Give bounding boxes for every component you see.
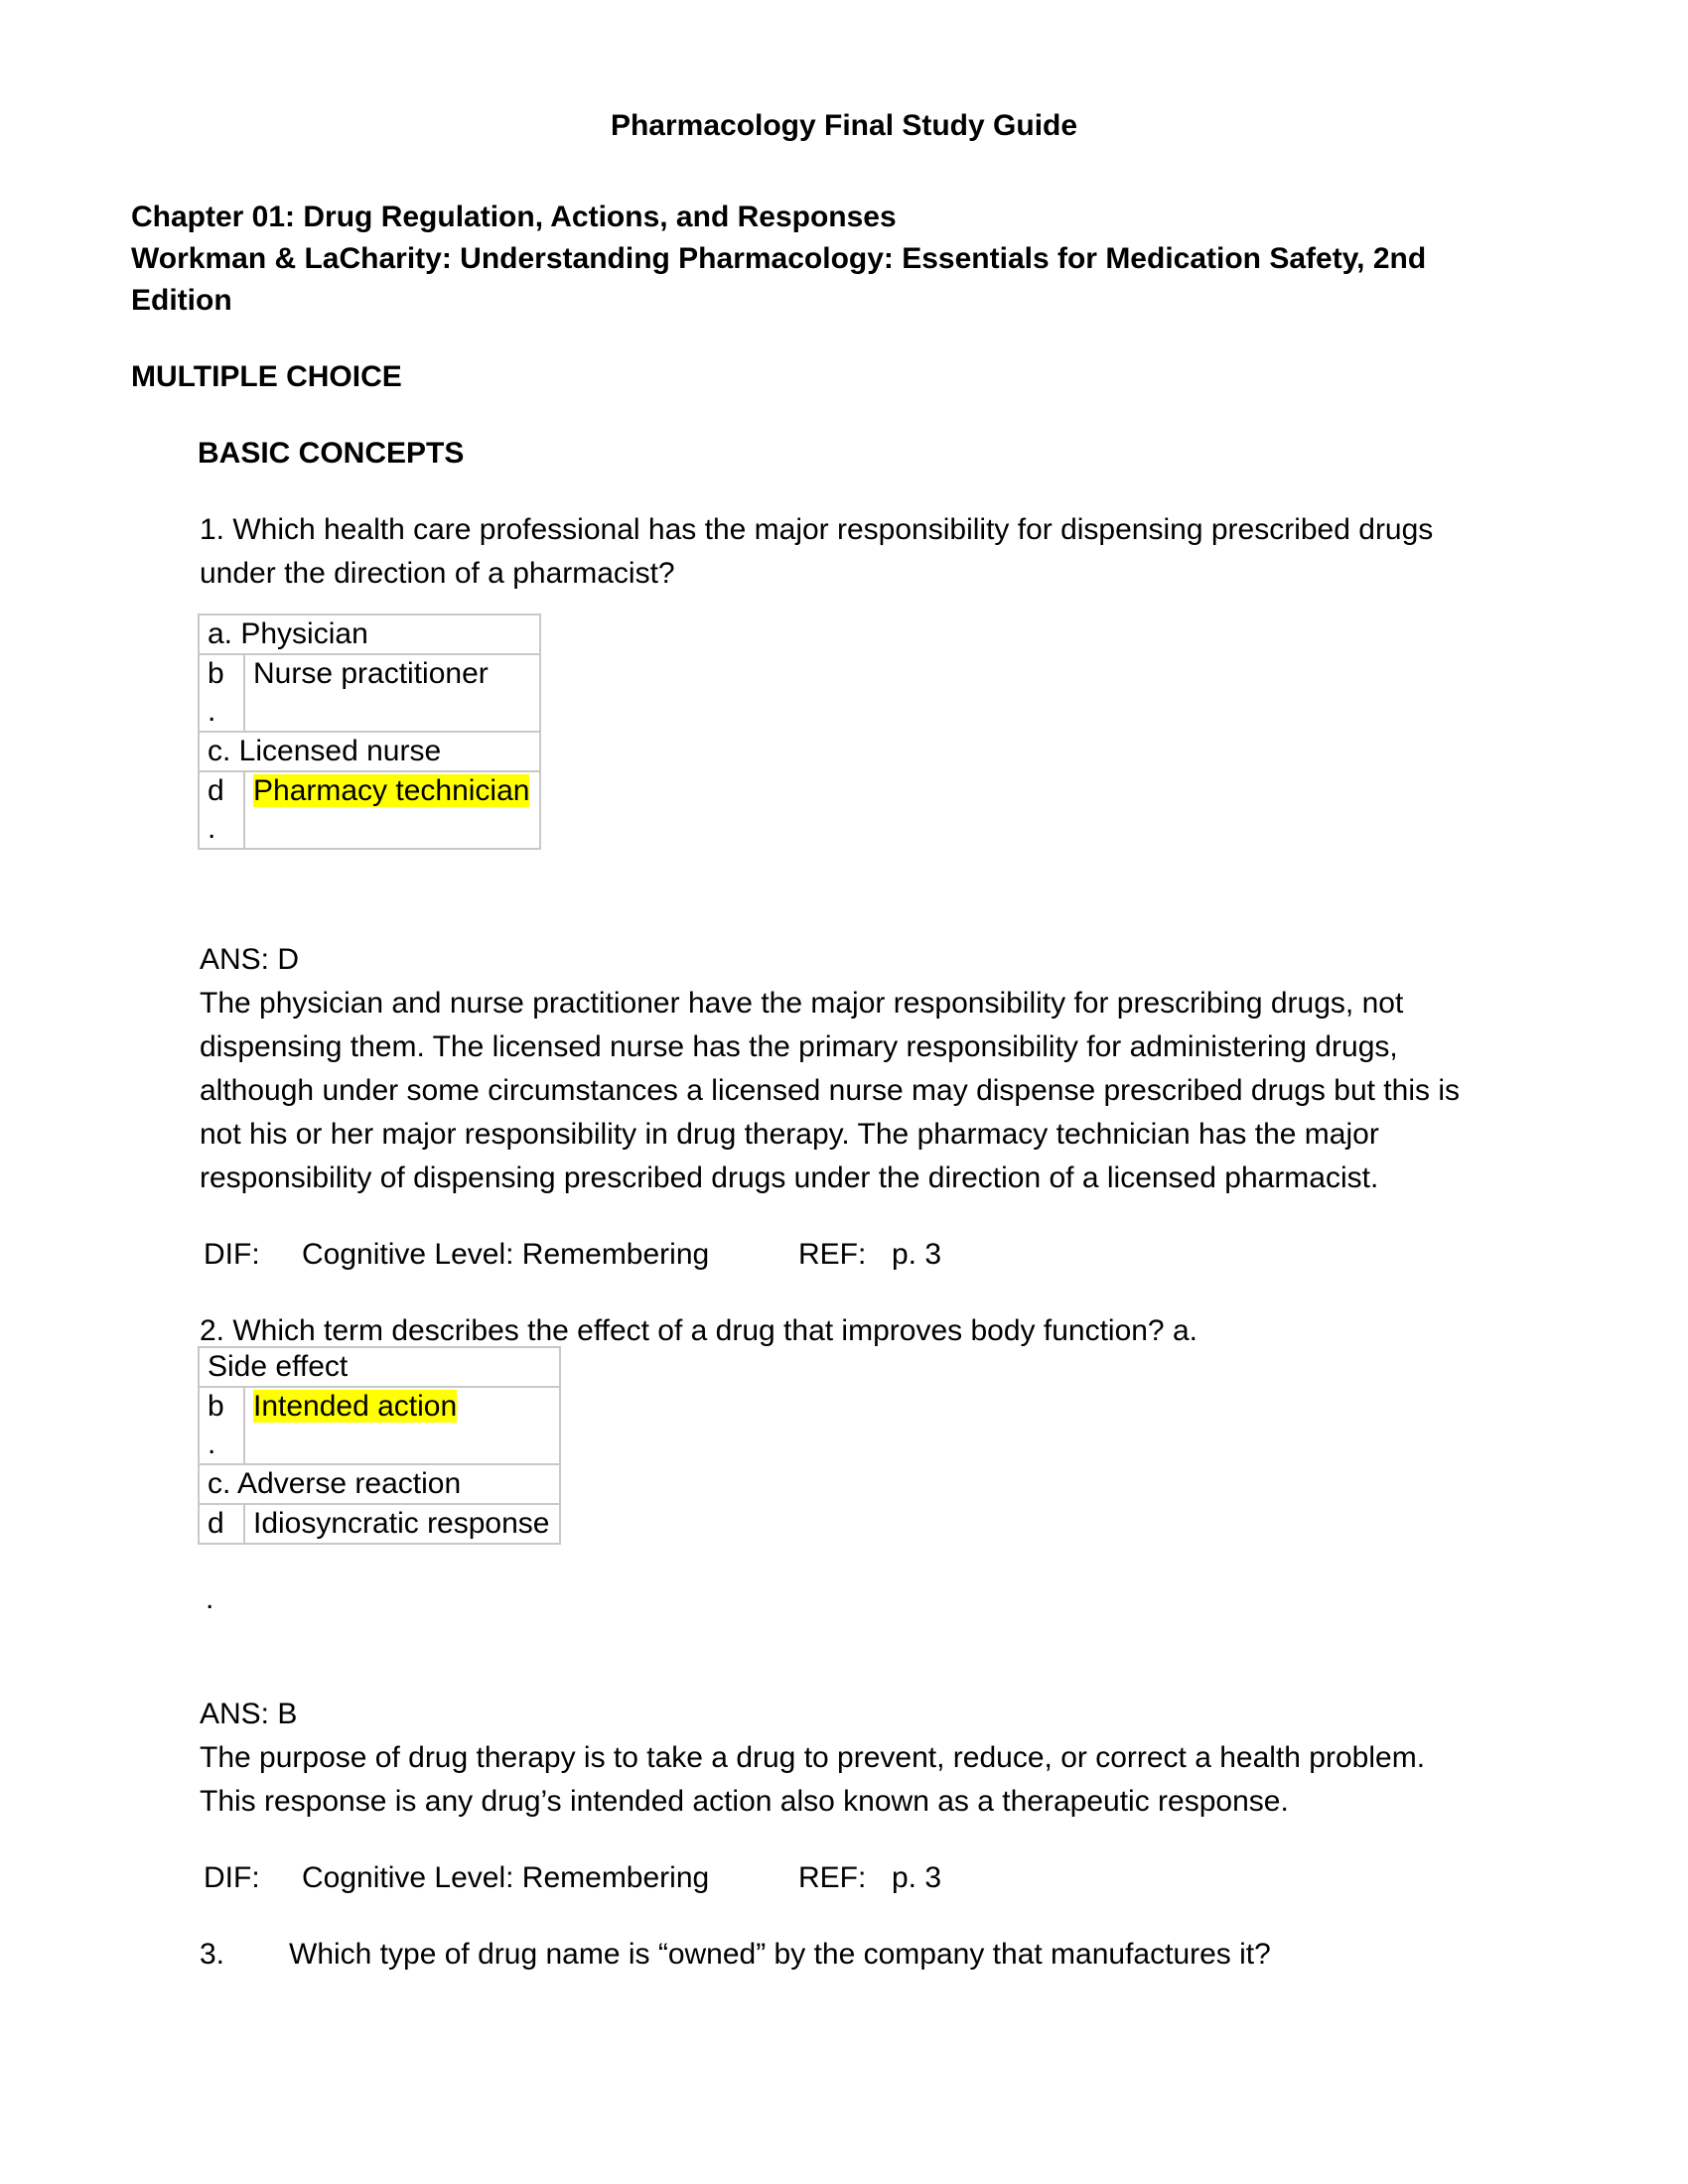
q1-explanation-1: The physician and nurse practitioner have the major responsibility for prescribing drugs, not — [200, 987, 1404, 1020]
q2-ref-value: p. 3 — [892, 1861, 942, 1894]
q2-answer-highlight: Intended action — [253, 1390, 458, 1423]
q2-dif-label: DIF: — [204, 1861, 260, 1894]
q1-dif-label: DIF: — [204, 1238, 260, 1271]
q1-answer: ANS: D — [200, 943, 300, 976]
q2-option-d: Idiosyncratic response — [244, 1504, 560, 1544]
page-title: Pharmacology Final Study Guide — [610, 109, 1078, 142]
q1-line-1: 1. Which health care professional has the major responsibility for dispensing prescribed drugs — [200, 513, 1434, 546]
q2-ref-label: REF: — [798, 1861, 867, 1894]
book-line-1: Workman & LaCharity: Understanding Pharmacology: Essentials for Medication Safety, 2nd — [131, 242, 1427, 275]
q1-option-c: c. Licensed nurse — [199, 732, 540, 771]
q2-line-1: 2. Which term describes the effect of a drug that improves body function? a. — [200, 1314, 1197, 1347]
q2-option-b — [244, 1387, 560, 1464]
q3-text: Which type of drug name is “owned” by the company that manufactures it? — [289, 1938, 1271, 1971]
q2-explanation-2: This response is any drug’s intended action also known as a therapeutic response. — [200, 1785, 1289, 1818]
q1-answer-highlight: Pharmacy technician — [253, 774, 530, 807]
q1-dif-value: Cognitive Level: Remembering — [302, 1238, 710, 1271]
q1-option-d-letter: d . — [199, 771, 244, 849]
q1-explanation-3: although under some circumstances a licensed nurse may dispense prescribed drugs but this is — [200, 1074, 1460, 1107]
q1-ref-value: p. 3 — [892, 1238, 942, 1271]
q1-option-d — [244, 771, 540, 849]
q2-answer: ANS: B — [200, 1698, 298, 1730]
q2-dif-value: Cognitive Level: Remembering — [302, 1861, 710, 1894]
q2-option-c: c. Adverse reaction — [199, 1464, 560, 1504]
q2-option-d-letter: d — [199, 1504, 244, 1544]
q2-options-table — [198, 1346, 561, 1545]
q2-explanation-1: The purpose of drug therapy is to take a drug to prevent, reduce, or correct a health problem. — [200, 1741, 1426, 1774]
q1-option-b: Nurse practitioner — [244, 654, 540, 732]
q1-explanation-4: not his or her major responsibility in drug therapy. The pharmacy technician has the major — [200, 1118, 1379, 1151]
q1-explanation-2: dispensing them. The licensed nurse has the primary responsibility for administering drugs, — [200, 1030, 1398, 1063]
q1-option-a: a. Physician — [199, 614, 540, 654]
q1-option-b-letter: b . — [199, 654, 244, 732]
q3-number: 3. — [200, 1938, 225, 1971]
section-heading: MULTIPLE CHOICE — [131, 360, 402, 393]
q2-option-b-letter: b . — [199, 1387, 244, 1464]
q1-ref-label: REF: — [798, 1238, 867, 1271]
q1-options-table — [198, 614, 541, 850]
q1-line-2: under the direction of a pharmacist? — [200, 557, 675, 590]
q2-option-d-dot: . — [206, 1582, 214, 1615]
chapter-heading: Chapter 01: Drug Regulation, Actions, and Responses — [131, 201, 897, 233]
q1-explanation-5: responsibility of dispensing prescribed drugs under the direction of a licensed pharmacist. — [200, 1161, 1379, 1194]
subsection-heading: BASIC CONCEPTS — [198, 437, 465, 470]
book-line-2: Edition — [131, 284, 232, 317]
q2-option-a: Side effect — [199, 1347, 560, 1387]
